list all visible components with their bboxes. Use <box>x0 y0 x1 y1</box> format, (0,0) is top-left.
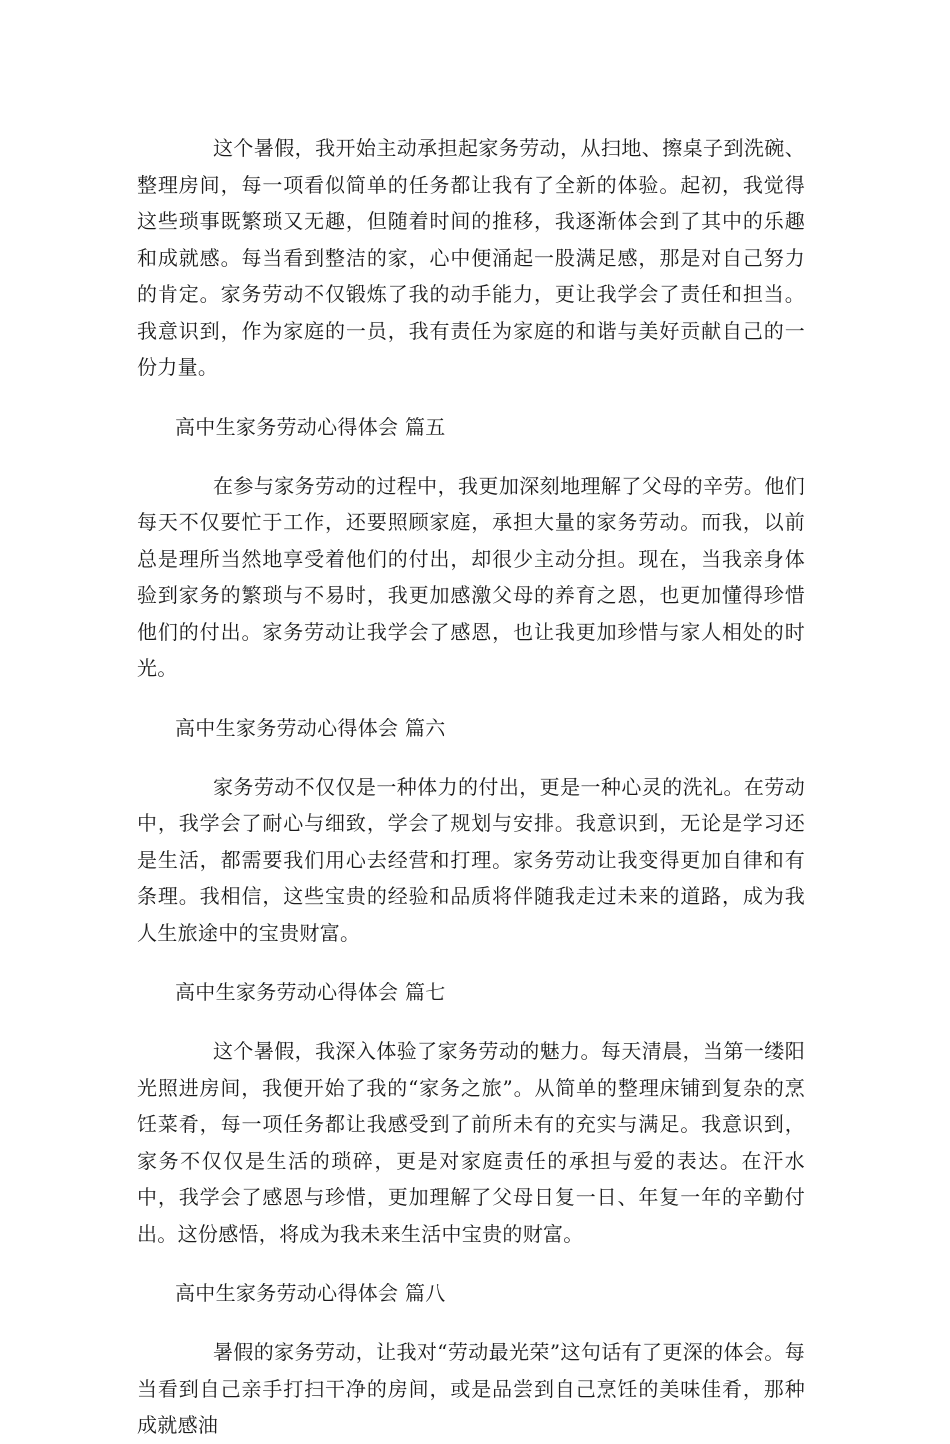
paragraph-intro: 这个暑假，我开始主动承担起家务劳动，从扫地、擦桌子到洗碗、整理房间，每一项看似简单的任务都让我有了全新的体验。起初，我觉得这些琐事既繁琐又无趣，但随着时间的推移，我逐渐体会到了其中的乐趣和成就感。每当看到整洁的家，心中便涌起一股满足感，那是对自己努力的肯定。家务劳动不仅锻炼了我的动手能力，更让我学会了责任和担当。我意识到，作为家庭的一员，我有责任为家庭的和谐与美好贡献自己的一份力量。 <box>137 136 805 379</box>
section-heading-5: 高中生家务劳动心得体会 篇五 <box>175 414 446 439</box>
section-heading-6: 高中生家务劳动心得体会 篇六 <box>175 715 446 740</box>
paragraph-8: 暑假的家务劳动，让我对“劳动最光荣”这句话有了更深的体会。每当看到自己亲手打扫干净的房间，或是品尝到自己烹饪的美味佳肴，那种成就感油 <box>137 1340 805 1437</box>
paragraph-7: 这个暑假，我深入体验了家务劳动的魅力。每天清晨，当第一缕阳光照进房间，我便开始了我的“家务之旅”。从简单的整理床铺到复杂的烹饪菜肴，每一项任务都让我感受到了前所未有的充实与满足。我意识到，家务不仅仅是生活的琐碎，更是对家庭责任的承担与爱的表达。在汗水中，我学会了感恩与珍惜，更加理解了父母日复一日、年复一年的辛勤付出。这份感悟，将成为我未来生活中宝贵的财富。 <box>137 1039 805 1246</box>
section-heading-8: 高中生家务劳动心得体会 篇八 <box>175 1281 446 1305</box>
paragraph-6: 家务劳动不仅仅是一种体力的付出，更是一种心灵的洗礼。在劳动中，我学会了耐心与细致，学会了规划与安排。我意识到，无论是学习还是生活，都需要我们用心去经营和打理。家务劳动让我变得更加自律和有条理。我相信，这些宝贵的经验和品质将伴随我走过未来的道路，成为我人生旅途中的宝贵财富。 <box>137 774 805 945</box>
paragraph-5: 在参与家务劳动的过程中，我更加深刻地理解了父母的辛劳。他们每天不仅要忙于工作，还要照顾家庭，承担大量的家务劳动。而我，以前总是理所当然地享受着他们的付出，却很少主动分担。现在，当我亲身体验到家务的繁琐与不易时，我更加感激父母的养育之恩，也更加懂得珍惜他们的付出。家务劳动让我学会了感恩，也让我更加珍惜与家人相处的时光。 <box>137 473 805 680</box>
document-page <box>137 130 805 1444</box>
section-heading-7: 高中生家务劳动心得体会 篇七 <box>175 980 446 1004</box>
